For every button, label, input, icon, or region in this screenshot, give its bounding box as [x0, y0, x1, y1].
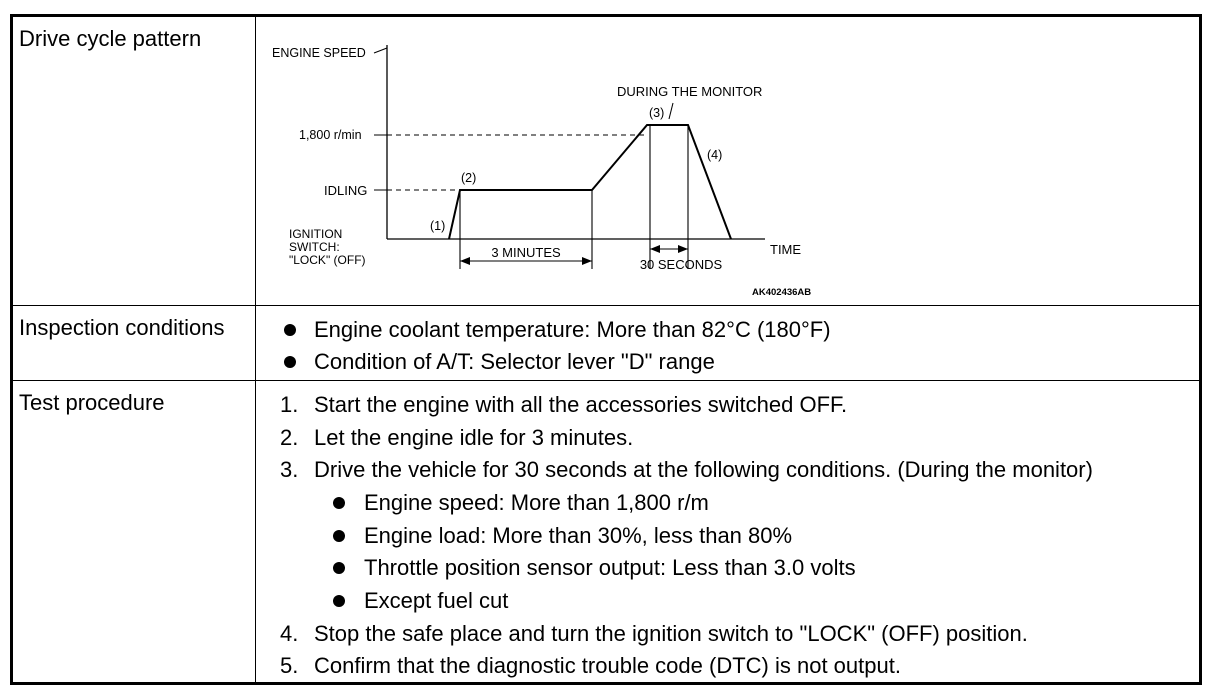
marker-3: (3): [649, 106, 665, 120]
step-number: 4.: [280, 621, 299, 646]
y-axis-label: ENGINE SPEED: [272, 46, 366, 60]
bullet-icon: [284, 356, 296, 368]
bullet-icon: [284, 324, 296, 336]
ignition-label-line2: SWITCH:: [289, 240, 340, 254]
bullet-icon: [333, 530, 345, 542]
step-text: Start the engine with all the accessories switched OFF.: [314, 392, 848, 417]
marker-3-leader: [669, 103, 673, 119]
sub-condition: Throttle position sensor output: Less than 3.0 volts: [364, 555, 856, 580]
inspection-item: Condition of A/T: Selector lever "D" range: [314, 349, 715, 374]
inspection-item: Engine coolant temperature: More than 82°C (180°F): [314, 317, 831, 342]
engine-speed-profile: [449, 125, 731, 239]
idle-arrow-head-left: [460, 257, 470, 265]
test-procedure-cell: [257, 381, 1199, 682]
marker-1: (1): [430, 219, 446, 233]
drive-cycle-diagram: [257, 17, 1202, 305]
step-number: 1.: [280, 392, 299, 417]
marker-4: (4): [707, 148, 723, 162]
sub-condition: Except fuel cut: [364, 588, 509, 613]
idle-arrow-head-right: [582, 257, 592, 265]
idle-level-label: IDLING: [324, 183, 368, 198]
bullet-icon: [333, 497, 345, 509]
sub-condition: Engine speed: More than 1,800 r/m: [364, 490, 709, 515]
y-axis-label-leader: [374, 48, 387, 53]
step-text: Stop the safe place and turn the ignition switch to "LOCK" (OFF) position.: [314, 621, 1028, 646]
marker-2: (2): [461, 171, 477, 185]
inspection-row: [13, 305, 1199, 380]
drive-cycle-diagram-cell: [257, 17, 1199, 305]
inspection-cell: [257, 306, 1199, 380]
bullet-icon: [333, 562, 345, 574]
step-number: 2.: [280, 425, 299, 450]
bullet-icon: [333, 595, 345, 607]
ignition-label-line1: IGNITION: [289, 227, 343, 241]
monitor-label: DURING THE MONITOR: [617, 84, 763, 99]
monitor-arrow-head-right: [678, 245, 688, 253]
drive-cycle-label: Drive cycle pattern: [13, 17, 256, 305]
test-procedure-label: Test procedure: [13, 381, 256, 682]
drive-cycle-row: [13, 17, 1199, 305]
step-text: Let the engine idle for 3 minutes.: [314, 425, 634, 450]
ignition-label-line3: "LOCK" (OFF): [289, 253, 366, 267]
step-number: 5.: [280, 653, 299, 678]
step-text: Confirm that the diagnostic trouble code (DTC) is not output.: [314, 653, 901, 678]
step-number: 3.: [280, 457, 299, 482]
monitor-arrow-head-left: [650, 245, 660, 253]
procedure-table: [10, 14, 1202, 685]
monitor-duration-label: 30 SECONDS: [639, 257, 723, 272]
idle-duration-label: 3 MINUTES: [491, 245, 561, 260]
test-procedure-row: [13, 380, 1199, 682]
step-text: Drive the vehicle for 30 seconds at the following conditions. (During the monitor): [314, 457, 1093, 482]
x-axis-label: TIME: [770, 242, 802, 257]
figure-code: AK402436AB: [752, 287, 812, 298]
high-speed-level-label: 1,800 r/min: [299, 128, 362, 142]
inspection-label: Inspection conditions: [13, 306, 256, 380]
sub-condition: Engine load: More than 30%, less than 80%: [364, 523, 793, 548]
